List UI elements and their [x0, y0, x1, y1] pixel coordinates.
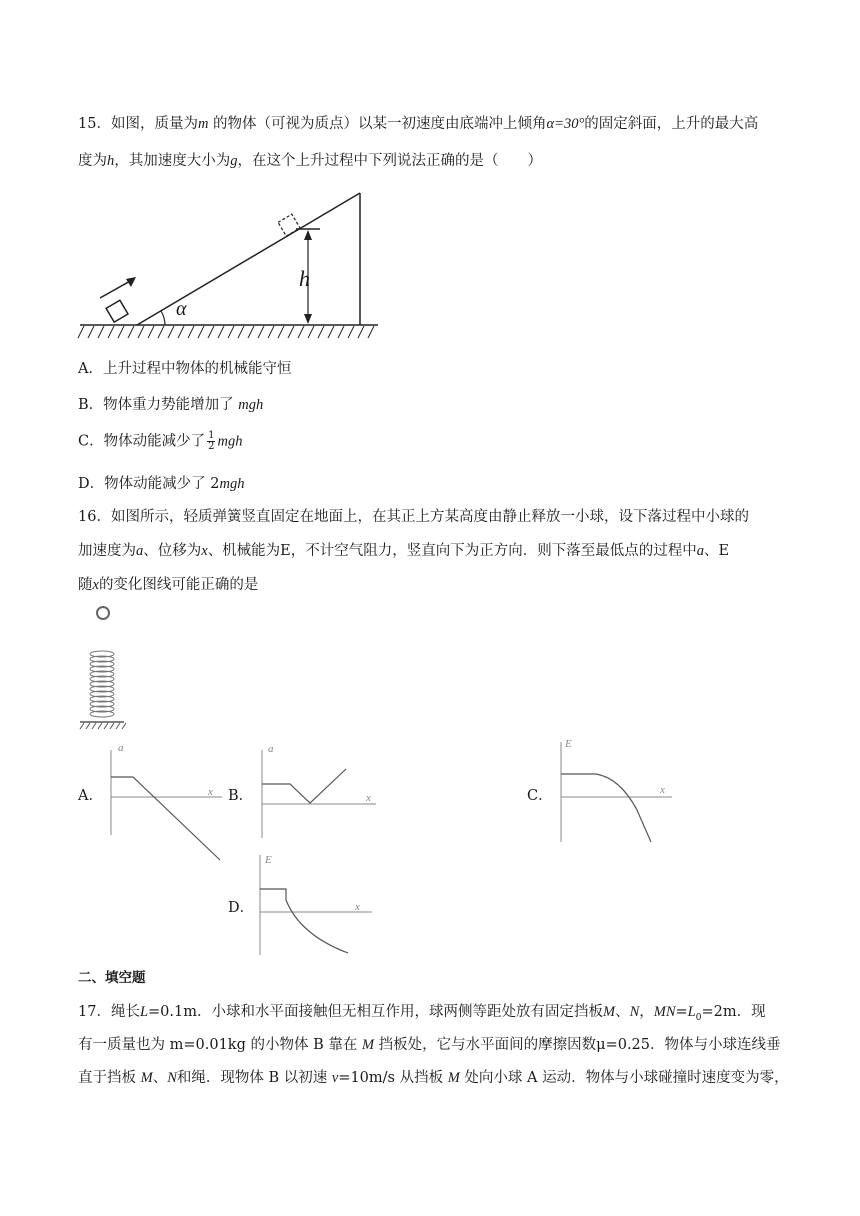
q15-line1: 15．如图，质量为m 的物体（可视为质点）以某一初速度由底端冲上倾角α=30°的固定斜面，上升的最大高	[78, 116, 759, 132]
q16-line2: 加速度为a、位移为x、机械能为E，不计空气阻力，竖直向下为正方向．则下落至最低点的过程中a、E	[78, 543, 730, 559]
q15-option-a: A．上升过程中物体的机械能守恒	[78, 361, 292, 377]
q16-line1: 16．如图所示，轻质弹簧竖直固定在地面上，在其正上方某高度由静止释放一小球，设下落过程中小球的	[78, 509, 749, 525]
svg-text:a: a	[118, 742, 124, 754]
fraction: $\frac{1}{2}$	[208, 430, 215, 452]
section-heading: 二、填空题	[78, 970, 146, 986]
q16-option-b-label: B．	[228, 788, 254, 804]
figure-label-h: h	[299, 266, 310, 291]
q16-option-a-label: A．	[78, 788, 103, 804]
q15-line2: 度为h，其加速度大小为g，在这个上升过程中下列说法正确的是（ ）	[78, 153, 542, 169]
q15-option-d: D．物体动能减少了 2mgh	[78, 476, 245, 492]
q17-line2: 有一质量也为 m=0.01kg 的小物体 B 靠在 M 挡板处，它与水平面间的摩擦因数μ=0.25．物体与小球连线垂	[78, 1037, 781, 1053]
svg-text:a: a	[268, 743, 274, 755]
svg-text:x: x	[660, 784, 665, 796]
svg-text:x: x	[366, 792, 371, 804]
q17-line3: 直于挡板 M、N和绳．现物体 B 以初速 v=10m/s 从挡板 M 处向小球 A 运动．物体与小球碰撞时速度变为零，	[78, 1070, 789, 1086]
figure-label-alpha: α	[176, 298, 187, 320]
svg-text:E: E	[565, 738, 572, 750]
svg-text:x: x	[355, 901, 360, 913]
svg-text:x: x	[208, 786, 213, 798]
q16-option-c-label: C．	[527, 788, 553, 804]
q15-option-c: C．物体动能减少了 $\frac{1}{2}$ mgh	[78, 430, 243, 452]
svg-text:E: E	[265, 854, 272, 866]
q17-line1: 17．绳长L=0.1m．小球和水平面接触但无相互作用，球两侧等距处放有固定挡板M、N，$MN=L_0=2m$．现	[78, 1004, 766, 1023]
q15-option-b: B．物体重力势能增加了 mgh	[78, 397, 264, 413]
q16-line3: 随x的变化图线可能正确的是	[78, 577, 259, 593]
q16-option-d-label: D．	[228, 900, 255, 916]
